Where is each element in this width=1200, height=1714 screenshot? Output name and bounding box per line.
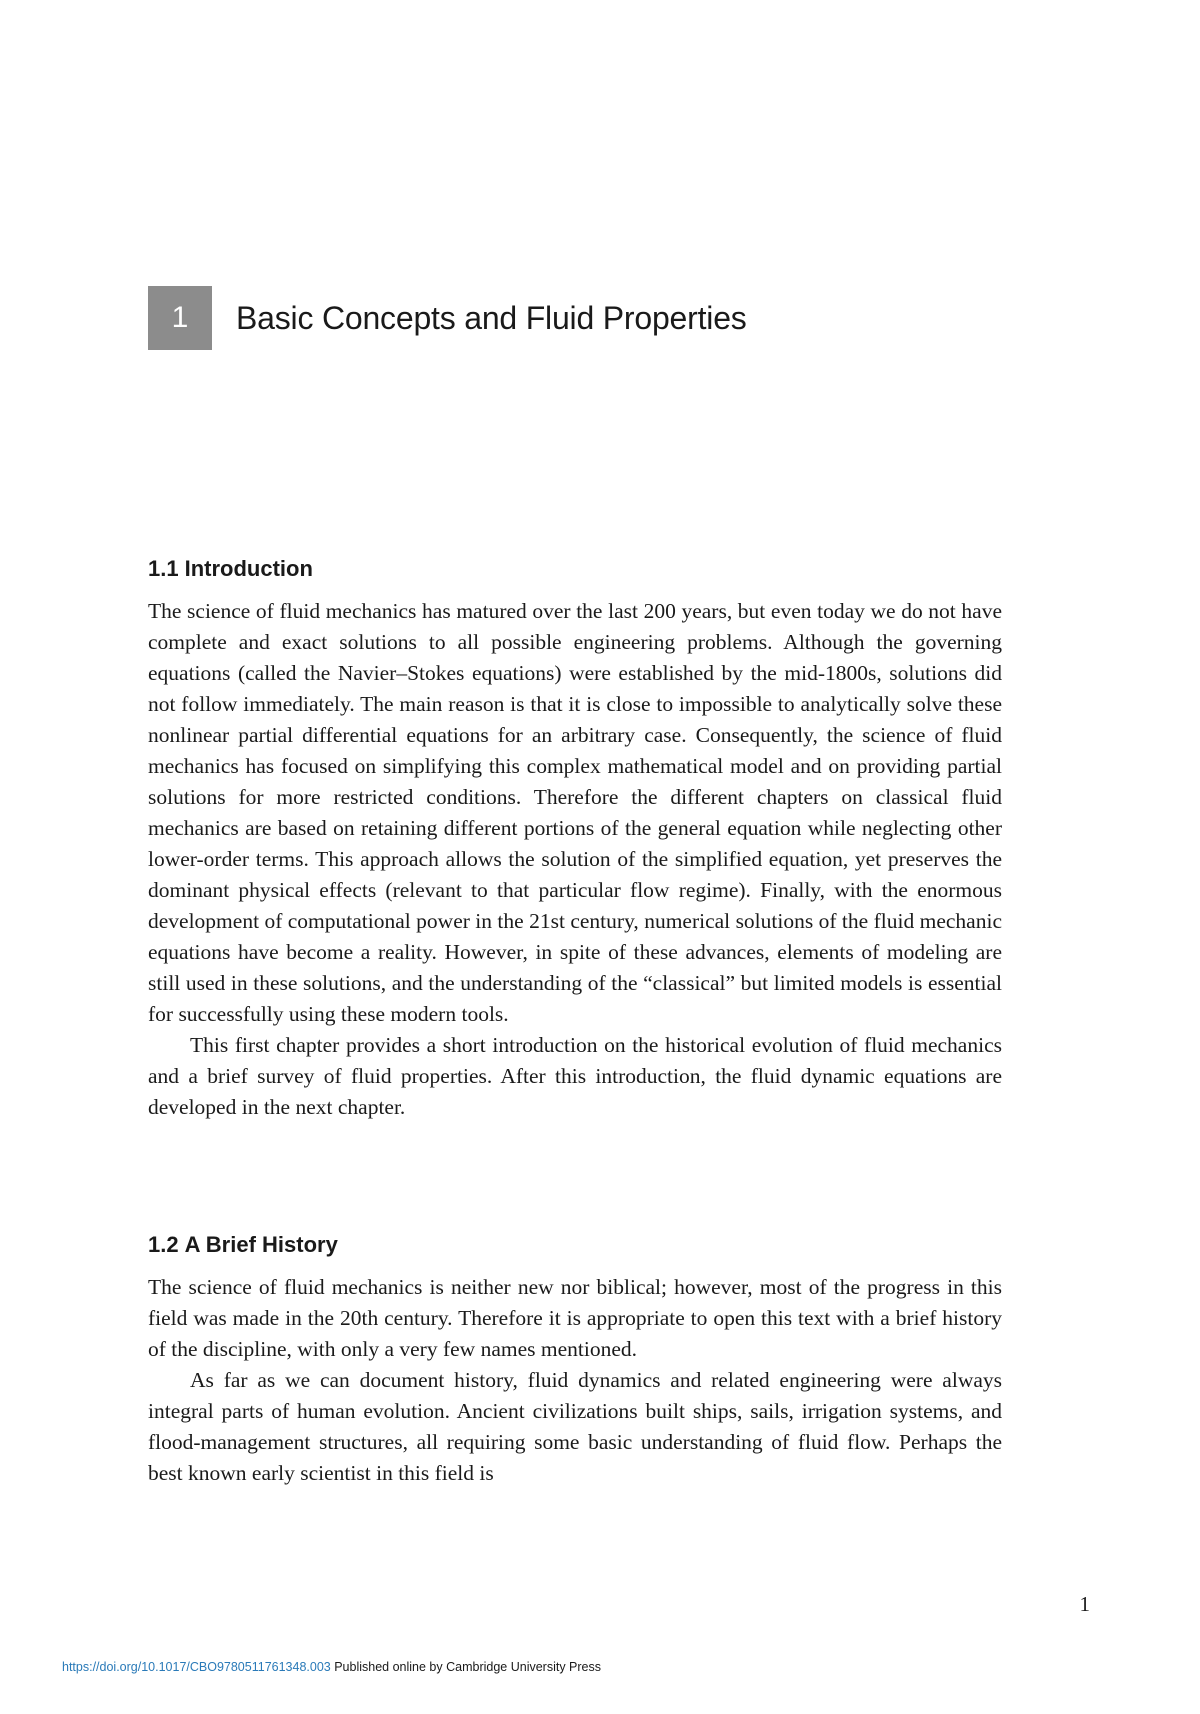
section-number: 1.2 bbox=[148, 1232, 179, 1257]
publisher-note: Published online by Cambridge University Press bbox=[334, 1660, 602, 1674]
page-number: 1 bbox=[1079, 1592, 1090, 1616]
paragraph: The science of fluid mechanics has matured over the last 200 years, but even today we do not have complete and exact solutions to all possible engineering problems. Although the governing equations (called the Navier–Stokes equations) were established by the mid-1800s, solutions did not follow immediately. The main reason is that it is close to impossible to analytically solve these nonlinear partial differential equations for an arbitrary case. Consequently, the science of fluid mechanics has focused on simplifying this complex mathematical model and on providing partial solutions for more restricted conditions. Therefore the different chapters on classical fluid mechanics are based on retaining different portions of the general equation while neglecting other lower-order terms. This approach allows the solution of the simplified equation, yet preserves the dominant physical effects (relevant to that particular flow regime). Finally, with the enormous development of computational power in the 21st century, numerical solutions of the fluid mechanic equations have become a reality. However, in spite of these advances, elements of modeling are still used in these solutions, and the understanding of the “classical” but limited models is essential for successfully using these modern tools. bbox=[148, 599, 1002, 1026]
chapter-header bbox=[148, 286, 747, 350]
section-number: 1.1 bbox=[148, 556, 179, 581]
doi-link[interactable]: https://doi.org/10.1017/CBO9780511761348.003 bbox=[62, 1660, 331, 1674]
section-introduction bbox=[148, 556, 1002, 1123]
section-title: A Brief History bbox=[184, 1232, 338, 1257]
paragraph: This first chapter provides a short introduction on the historical evolution of fluid mechanics and a brief survey of fluid properties. After this introduction, the fluid dynamic equations are developed in the next chapter. bbox=[148, 1033, 1002, 1119]
paragraph: The science of fluid mechanics is neither new nor biblical; however, most of the progress in this field was made in the 20th century. Therefore it is appropriate to open this text with a brief history of the discipline, with only a very few names mentioned. bbox=[148, 1275, 1002, 1361]
section-brief-history bbox=[148, 1232, 1002, 1489]
section-heading bbox=[148, 556, 1002, 582]
chapter-title: Basic Concepts and Fluid Properties bbox=[236, 299, 747, 336]
footer bbox=[62, 1660, 601, 1674]
chapter-number-box: 1 bbox=[148, 286, 212, 350]
section-title: Introduction bbox=[184, 556, 313, 581]
section-heading bbox=[148, 1232, 1002, 1258]
paragraph: As far as we can document history, fluid dynamics and related engineering were always integral parts of human evolution. Ancient civilizations built ships, sails, irrigation systems, and flood-management structures, all requiring some basic understanding of fluid flow. Perhaps the best known early scientist in this field is bbox=[148, 1368, 1002, 1485]
